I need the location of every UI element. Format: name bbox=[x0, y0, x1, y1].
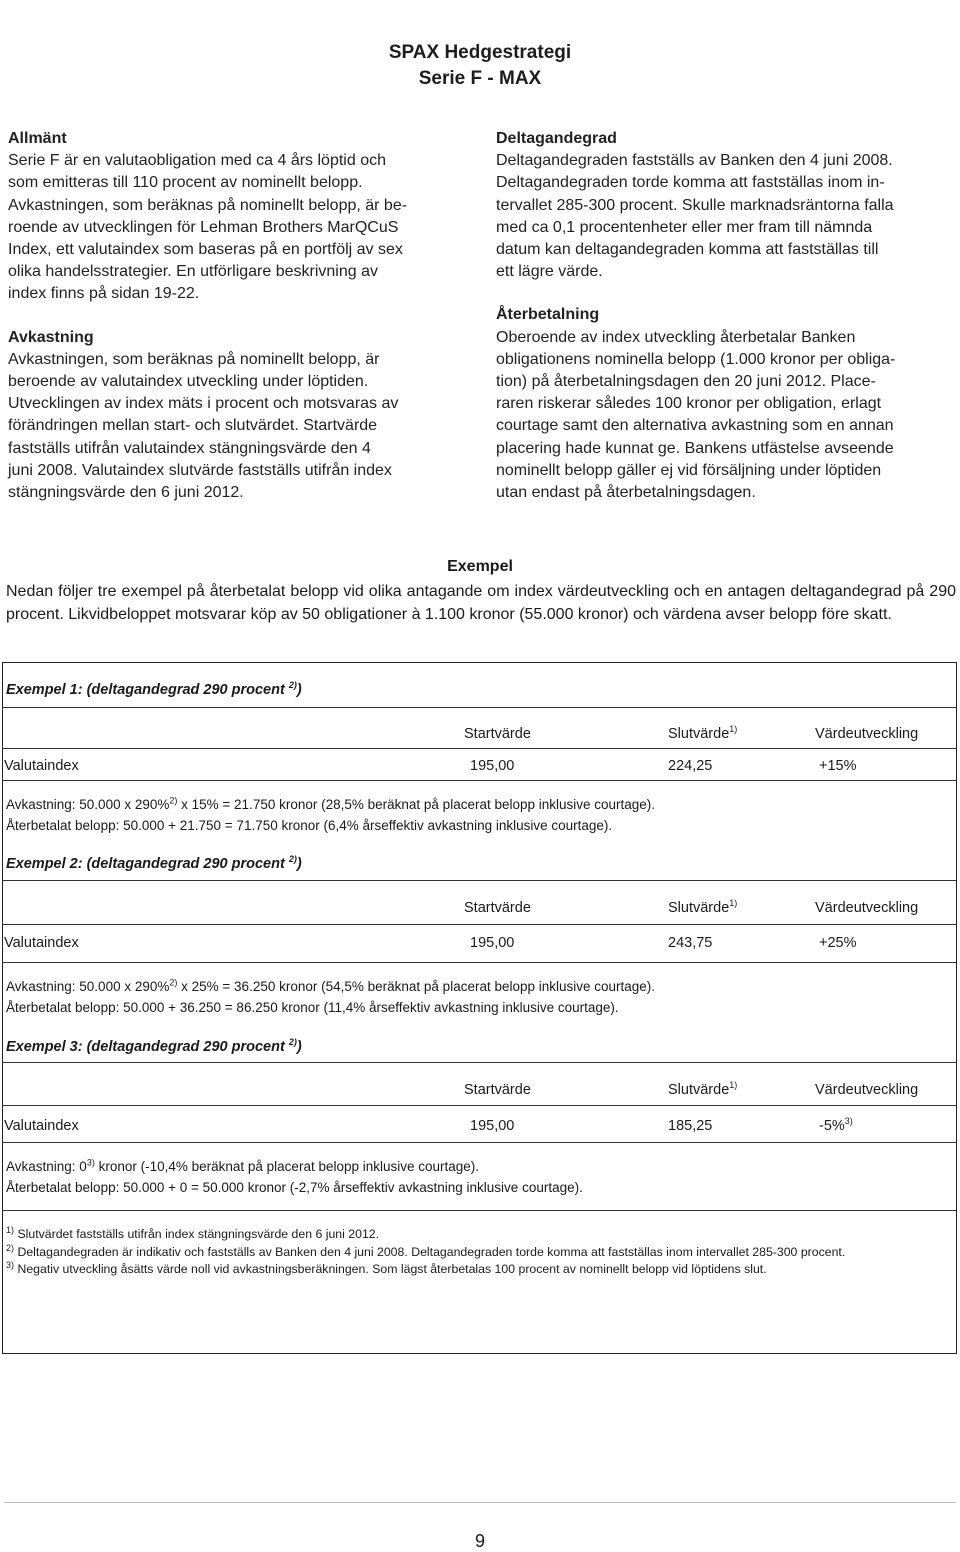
avkastning-body bbox=[8, 349, 470, 504]
col-header-slutvarde: Slutvärde$^{1)}$ bbox=[668, 898, 738, 916]
end-value: 224,25 bbox=[668, 758, 713, 774]
text-line: utan endast på återbetalningsdagen. bbox=[496, 484, 756, 502]
divider bbox=[2, 1105, 957, 1106]
change-value: +15% bbox=[819, 758, 857, 774]
text-line: som emitteras till 110 procent av nominellt belopp. bbox=[8, 174, 363, 192]
text-line: Avkastningen, som beräknas på nominellt belopp, är be- bbox=[8, 196, 408, 214]
aterbetalat-line: Återbetalat belopp: 50.000 + 36.250 = 86.250 kronor (11,4% årseffektiv avkastning inklusive courtage). bbox=[6, 999, 619, 1015]
example-1-calculation bbox=[6, 795, 655, 836]
text-line: olika handelsstrategier. En utförligare beskrivning av bbox=[8, 263, 378, 281]
text-line: roende av utvecklingen för Lehman Brothers MarQCuS bbox=[8, 218, 399, 236]
text-line: courtage samt den alternativa avkastning som en annan bbox=[496, 417, 894, 435]
footnote-1: $^{1)}$ Slutvärdet fastställs utifrån index stängningsvärde den 6 juni 2012. bbox=[6, 1224, 380, 1241]
left-column bbox=[8, 128, 470, 504]
text-line: placering hade kunnat ge. Bankens utfästelse avseende bbox=[496, 439, 894, 457]
text-line: fastställs utifrån valutaindex stängningsvärde den 4 bbox=[8, 439, 371, 457]
aterbetalat-line: Återbetalat belopp: 50.000 + 0 = 50.000 kronor (-2,7% årseffektiv avkastning inklusive courtage). bbox=[6, 1179, 583, 1195]
example-1-title: Exempel 1: (deltagandegrad 290 procent $^{2)}$) bbox=[6, 680, 302, 698]
avkastning-line: Avkastning: 50.000 x 290%$^{2)}$ x 25% = 36.250 kronor (54,5% beräknat på placerat belopp inklusive courtage). bbox=[6, 977, 656, 994]
text-line: Deltagandegraden fastställs av Banken den 4 juni 2008. bbox=[496, 152, 893, 170]
col-header-startvarde: Startvärde bbox=[464, 726, 531, 742]
text-line: raren riskerar således 100 kronor per obligation, erlagt bbox=[496, 395, 882, 413]
page-subtitle: Serie F - MAX bbox=[418, 68, 542, 89]
exempel-heading: Exempel bbox=[447, 558, 513, 575]
example-2-calculation bbox=[6, 977, 655, 1018]
start-value: 195,00 bbox=[470, 758, 515, 774]
text-line: obligationens nominella belopp (1.000 kronor per obliga- bbox=[496, 350, 896, 368]
footnotes bbox=[6, 1226, 954, 1278]
right-column bbox=[496, 128, 956, 504]
divider bbox=[2, 962, 957, 963]
text-line: juni 2008. Valutaindex slutvärde fastställs utifrån index bbox=[8, 461, 392, 479]
start-value: 195,00 bbox=[470, 1118, 515, 1134]
divider bbox=[2, 707, 957, 708]
text-line: Deltagandegraden torde komma att fastställas inom in- bbox=[496, 174, 885, 192]
end-value: 243,75 bbox=[668, 935, 713, 951]
row-label: Valutaindex bbox=[4, 935, 79, 951]
text-line: Oberoende av index utveckling återbetalar Banken bbox=[496, 328, 856, 346]
example-2-title: Exempel 2: (deltagandegrad 290 procent $^{2)}$) bbox=[6, 854, 302, 872]
col-header-startvarde: Startvärde bbox=[464, 1082, 531, 1098]
avkastning-line: Avkastning: 0$^{3)}$ kronor (-10,4% beräknat på placerat belopp inklusive courtage). bbox=[6, 1157, 480, 1174]
footnote-2: $^{2)}$ Deltagandegraden är indikativ och fastställs av Banken den 4 juni 2008. Deltagandegraden torde komma att fastställas inom intervallet 285-300 procent. bbox=[6, 1242, 846, 1259]
divider bbox=[2, 1210, 957, 1211]
col-header-slutvarde: Slutvärde$^{1)}$ bbox=[668, 1080, 738, 1098]
divider bbox=[2, 924, 957, 925]
example-3-title: Exempel 3: (deltagandegrad 290 procent $^{2)}$) bbox=[6, 1037, 302, 1055]
exempel-intro: Nedan följer tre exempel på återbetalat belopp vid olika antagande om index värdeutveckling och en antagen deltagandegrad på 290 procent. Likvidbeloppet motsvarar köp av 50 obligationer à 1.100 kronor (55.000 kronor) och värdena avser belopp före skatt. bbox=[6, 583, 956, 623]
col-header-vardeutveckling: Värdeutveckling bbox=[815, 726, 919, 742]
divider bbox=[2, 1142, 957, 1143]
text-line: tervallet 285-300 procent. Skulle marknadsräntorna falla bbox=[496, 196, 894, 214]
page-number: 9 bbox=[474, 1531, 485, 1551]
section-heading-allmant: Allmänt bbox=[8, 130, 67, 147]
text-line: med ca 0,1 procentenheter eller mer fram till nämnda bbox=[496, 218, 873, 236]
divider bbox=[2, 748, 957, 749]
text-line: stängningsvärde den 6 juni 2012. bbox=[8, 484, 244, 502]
section-heading-avkastning: Avkastning bbox=[8, 328, 94, 346]
footer-divider bbox=[4, 1502, 956, 1503]
row-label: Valutaindex bbox=[4, 758, 79, 774]
text-line: ett lägre värde. bbox=[496, 263, 603, 281]
col-header-slutvarde: Slutvärde$^{1)}$ bbox=[668, 724, 738, 742]
aterbetalning-body bbox=[496, 327, 956, 505]
example-3-calculation bbox=[6, 1157, 583, 1198]
text-line: Index, ett valutaindex som baseras på en portfölj av sex bbox=[8, 241, 403, 259]
text-line: Avkastningen, som beräknas på nominellt belopp, är bbox=[8, 350, 380, 368]
end-value: 185,25 bbox=[668, 1118, 713, 1134]
text-line: datum kan deltagandegraden komma att fastställas till bbox=[496, 241, 879, 259]
text-line: nominellt belopp gäller ej vid försäljning under löptiden bbox=[496, 461, 882, 479]
text-line: beroende av valutaindex utveckling under löptiden. bbox=[8, 373, 369, 391]
text-line: index finns på sidan 19-22. bbox=[8, 285, 200, 303]
divider bbox=[2, 780, 957, 781]
text-line: tion) på återbetalningsdagen den 20 juni 2012. Place- bbox=[496, 373, 876, 391]
col-header-vardeutveckling: Värdeutveckling bbox=[815, 900, 919, 916]
divider bbox=[2, 880, 957, 881]
aterbetalat-line: Återbetalat belopp: 50.000 + 21.750 = 71.750 kronor (6,4% årseffektiv avkastning inklusive courtage). bbox=[6, 817, 613, 833]
start-value: 195,00 bbox=[470, 935, 515, 951]
divider bbox=[2, 1062, 957, 1063]
deltagandegrad-body bbox=[496, 150, 956, 283]
change-value: -5%$^{3)}$ bbox=[819, 1116, 853, 1134]
change-value: +25% bbox=[819, 935, 857, 951]
text-line: Serie F är en valutaobligation med ca 4 års löptid och bbox=[8, 152, 386, 170]
avkastning-line: Avkastning: 50.000 x 290%$^{2)}$ x 15% = 21.750 kronor (28,5% beräknat på placerat belopp inklusive courtage). bbox=[6, 795, 656, 812]
text-line: Utvecklingen av index mäts i procent och motsvaras av bbox=[8, 395, 399, 413]
footnote-3: $^{3)}$ Negativ utveckling åsätts värde noll vid avkastningsberäkningen. Som lägst återbetalas 100 procent av nominellt belopp vid löptidens slut. bbox=[6, 1259, 767, 1276]
section-heading-deltagandegrad: Deltagandegrad bbox=[496, 130, 617, 147]
col-header-vardeutveckling: Värdeutveckling bbox=[815, 1082, 919, 1098]
allmant-body bbox=[8, 150, 470, 305]
text-line: förändringen mellan start- och slutvärdet. Startvärde bbox=[8, 417, 378, 435]
section-heading-aterbetalning: Återbetalning bbox=[496, 306, 600, 324]
col-header-startvarde: Startvärde bbox=[464, 900, 531, 916]
row-label: Valutaindex bbox=[4, 1118, 79, 1134]
page-title: SPAX Hedgestrategi bbox=[388, 42, 572, 63]
